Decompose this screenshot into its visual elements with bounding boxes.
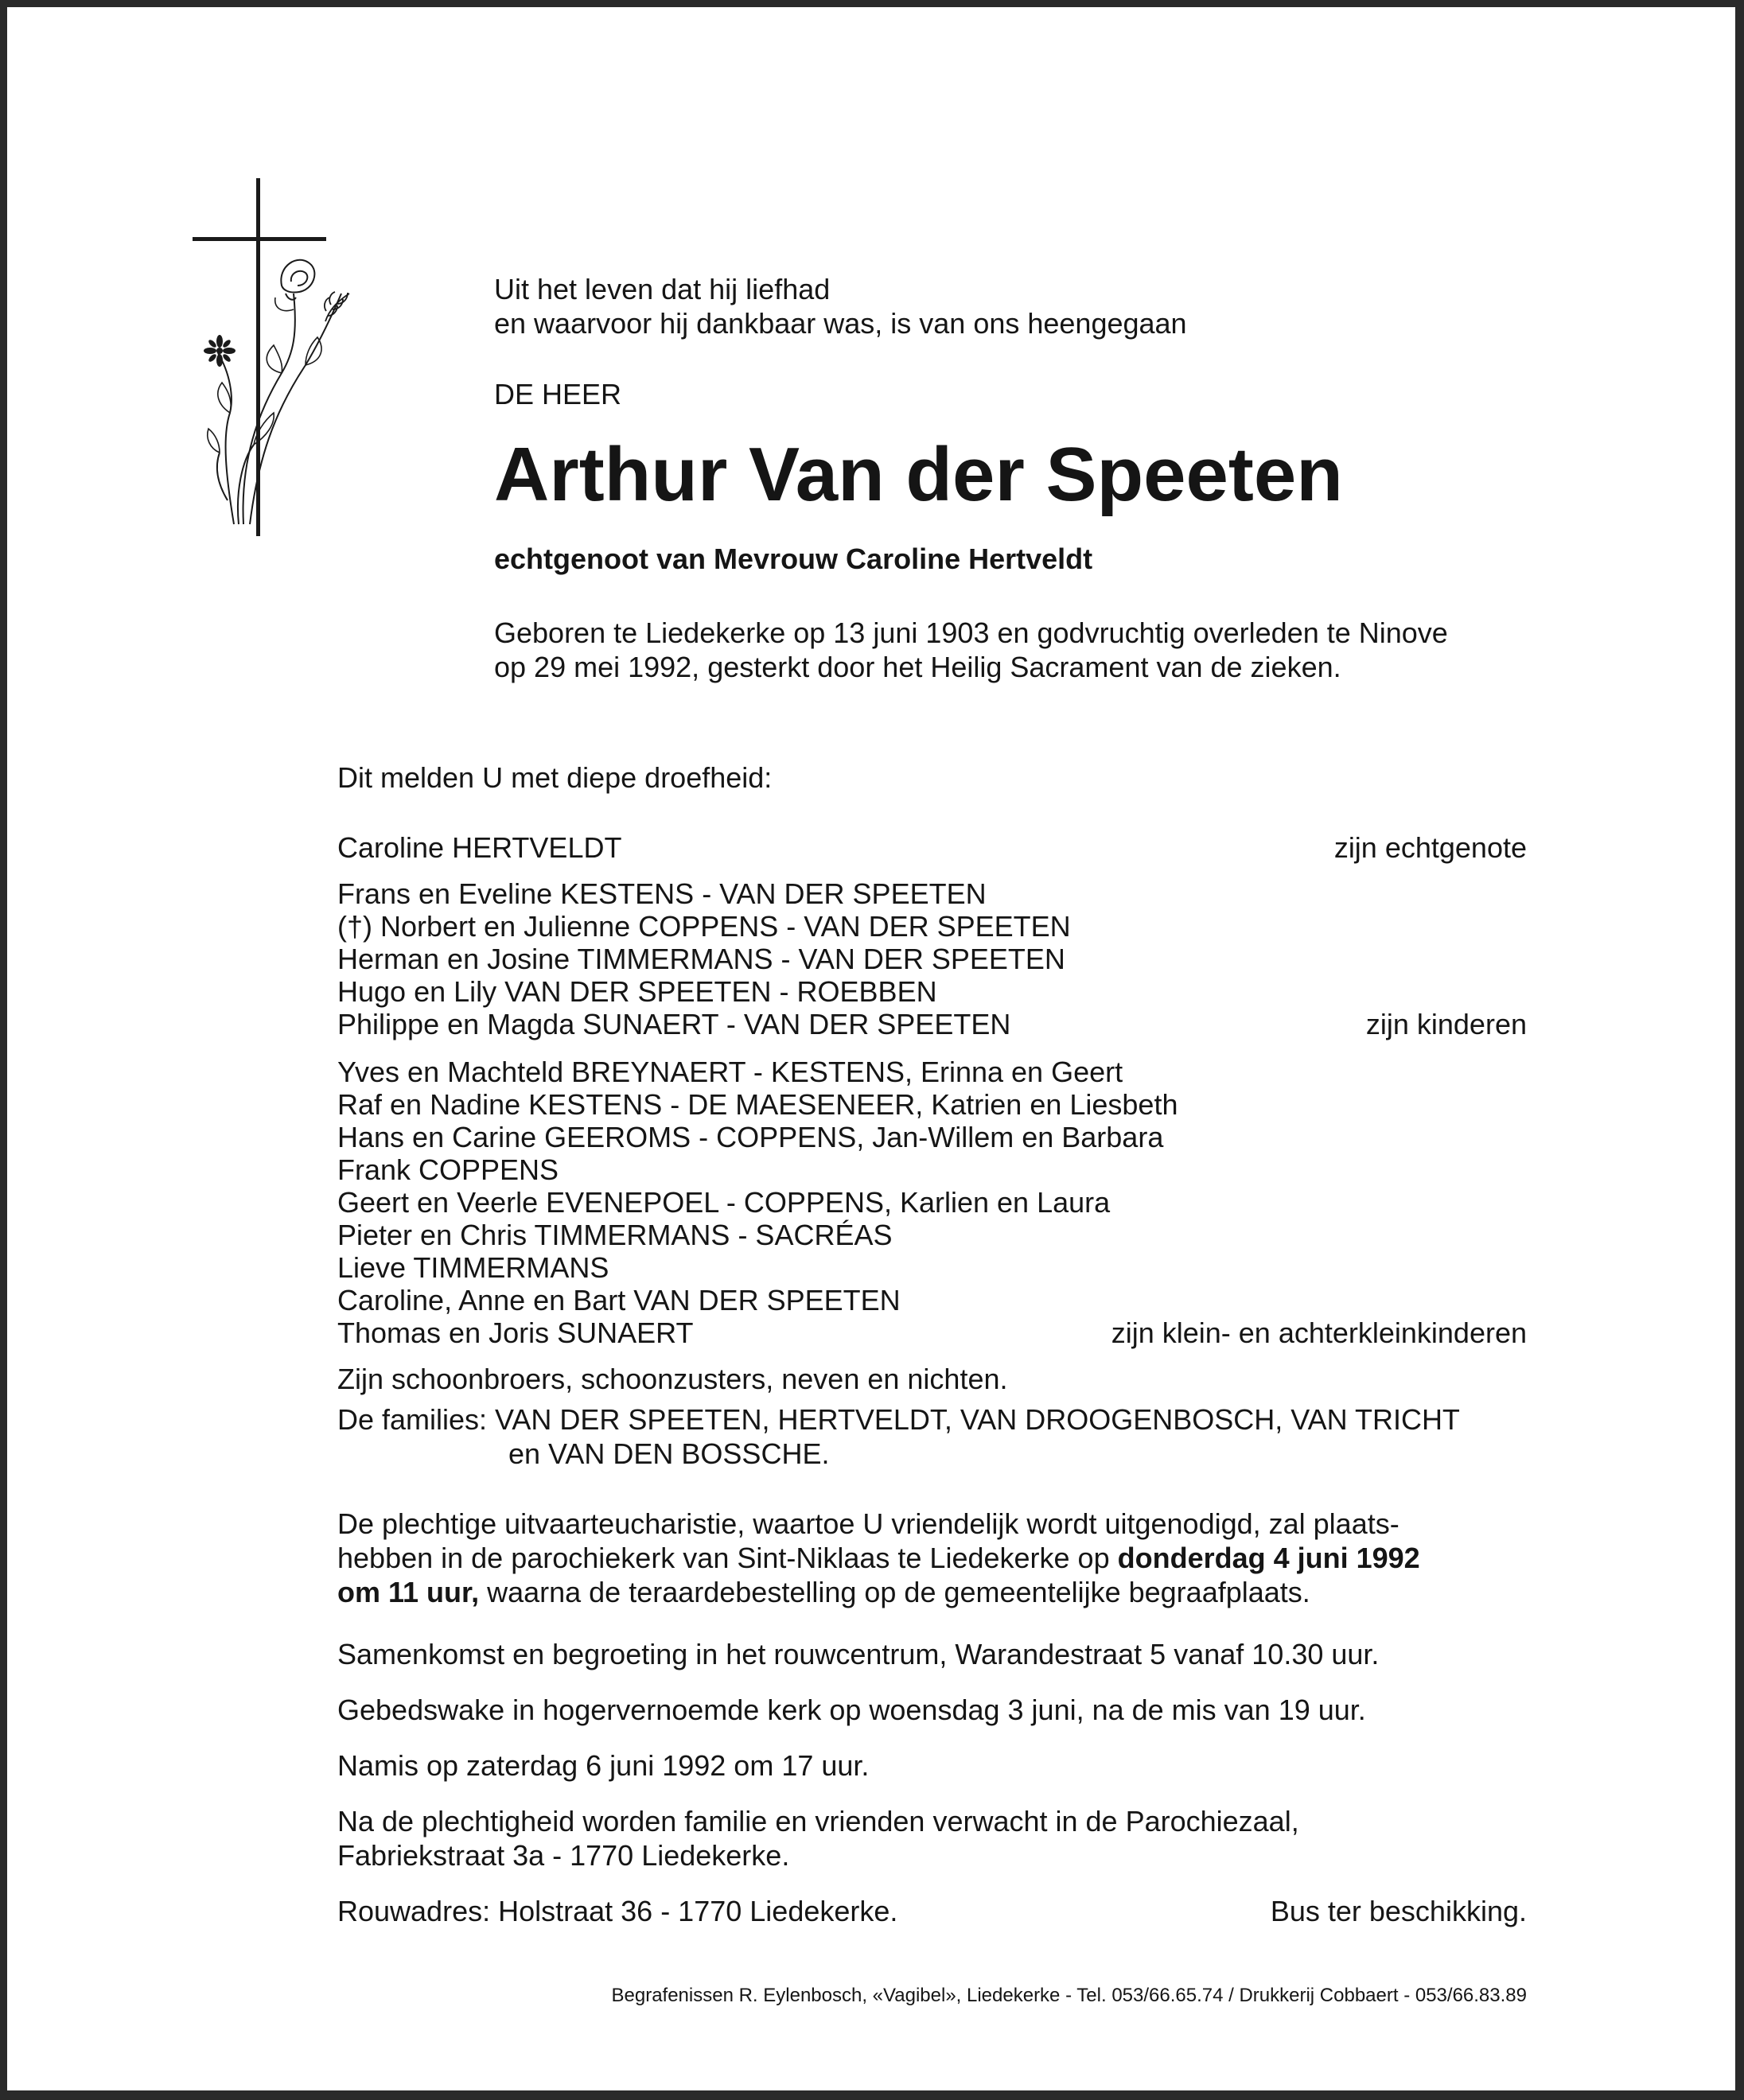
birth-death-line-1: Geboren te Liedekerke op 13 juni 1903 en godvruchtig overleden te Ninove (494, 616, 1448, 649)
bus-available: Bus ter beschikking. (1270, 1895, 1527, 1927)
families-line-2: en VAN DEN BOSSCHE. (508, 1437, 830, 1470)
grandchild-5: Geert en Veerle EVENEPOEL - COPPENS, Karlien en Laura (337, 1186, 1111, 1219)
service-line-2-text: hebben in de parochiekerk van Sint-Niklaas te Liedekerke op (337, 1542, 1118, 1574)
families-line-1: De families: VAN DER SPEETEN, HERTVELDT, VAN DROOGENBOSCH, VAN TRICHT (337, 1403, 1460, 1436)
service-line-2 (337, 1542, 1420, 1575)
intro-line-1: Uit het leven dat hij liefhad (494, 273, 831, 305)
grandchild-4: Frank COPPENS (337, 1153, 559, 1186)
grandchild-7: Lieve TIMMERMANS (337, 1251, 609, 1284)
mourning-address: Rouwadres: Holstraat 36 - 1770 Liedekerke. (337, 1895, 898, 1927)
grandchild-3: Hans en Carine GEEROMS - COPPENS, Jan-Willem en Barbara (337, 1121, 1164, 1153)
service-line-3-text: waarna de teraardebestelling op de gemeentelijke begraafplaats. (479, 1576, 1310, 1608)
cross-with-flowers-icon (186, 174, 353, 540)
intro-line-2: en waarvoor hij dankbaar was, is van ons heengegaan (494, 307, 1187, 340)
child-5: Philippe en Magda SUNAERT - VAN DER SPEETEN (337, 1008, 1011, 1040)
spouse-relation: zijn echtgenote (1333, 831, 1527, 864)
grandchild-9: Thomas en Joris SUNAERT (337, 1316, 694, 1349)
honorific: DE HEER (494, 378, 622, 410)
grandchild-6: Pieter en Chris TIMMERMANS - SACRÉAS (337, 1219, 893, 1251)
service-time: om 11 uur, (337, 1576, 480, 1608)
requiem: Namis op zaterdag 6 juni 1992 om 17 uur. (337, 1749, 870, 1782)
announcement: Dit melden U met diepe droefheid: (337, 761, 773, 794)
vigil: Gebedswake in hogervernoemde kerk op woensdag 3 juni, na de mis van 19 uur. (337, 1694, 1366, 1726)
service-line-1: De plechtige uitvaarteucharistie, waartoe U vriendelijk wordt uitgenodigd, zal plaats- (337, 1507, 1399, 1540)
children-relation: zijn kinderen (1365, 1008, 1527, 1040)
service-date: donderdag 4 juni 1992 (1117, 1542, 1420, 1574)
child-1: Frans en Eveline KESTENS - VAN DER SPEETEN (337, 877, 987, 910)
deceased-name: Arthur Van der Speeten (494, 432, 1343, 517)
in-laws: Zijn schoonbroers, schoonzusters, neven en nichten. (337, 1363, 1008, 1395)
child-4: Hugo en Lily VAN DER SPEETEN - ROEBBEN (337, 975, 937, 1008)
reception-line-2: Fabriekstraat 3a - 1770 Liedekerke. (337, 1839, 790, 1872)
grandchild-2: Raf en Nadine KESTENS - DE MAESENEER, Katrien en Liesbeth (337, 1088, 1178, 1121)
child-2: (†) Norbert en Julienne COPPENS - VAN DER SPEETEN (337, 910, 1071, 943)
grandchildren-relation: zijn klein- en achterkleinkinderen (1111, 1316, 1527, 1349)
service-line-3 (337, 1576, 1310, 1609)
reception-line-1: Na de plechtigheid worden familie en vrienden verwacht in de Parochiezaal, (337, 1805, 1299, 1838)
printer-footer: Begrafenissen R. Eylenbosch, «Vagibel», Liedekerke - Tel. 053/66.65.74 / Drukkerij Cobbaert - 053/66.83.89 (611, 1985, 1527, 2006)
grandchild-1: Yves en Machteld BREYNAERT - KESTENS, Erinna en Geert (337, 1056, 1123, 1088)
spouse-name: Caroline HERTVELDT (337, 831, 622, 864)
gathering: Samenkomst en begroeting in het rouwcentrum, Warandestraat 5 vanaf 10.30 uur. (337, 1638, 1380, 1670)
child-3: Herman en Josine TIMMERMANS - VAN DER SPEETEN (337, 943, 1065, 975)
grandchild-8: Caroline, Anne en Bart VAN DER SPEETEN (337, 1284, 901, 1316)
birth-death-line-2: op 29 mei 1992, gesterkt door het Heilig Sacrament van de zieken. (494, 651, 1341, 683)
spouse-line: echtgenoot van Mevrouw Caroline Hertveldt (494, 542, 1093, 575)
